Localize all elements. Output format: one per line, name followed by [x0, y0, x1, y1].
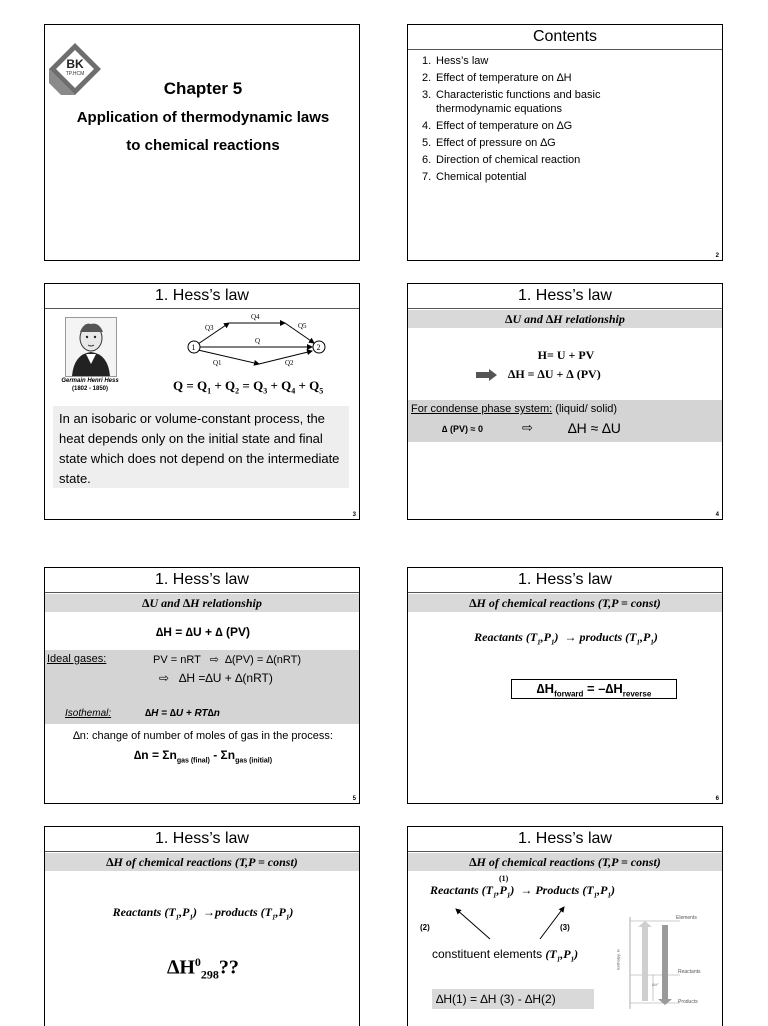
- contents-list: [422, 55, 712, 188]
- slide-title: Contents: [408, 25, 722, 50]
- condense-label: For condense phase system: (liquid/ solid): [411, 403, 618, 415]
- dn-description: ∆n: change of number of moles of gas in the process:: [73, 730, 333, 742]
- step-2-label: (2): [420, 923, 430, 932]
- page-number: 6: [715, 796, 719, 802]
- implies-arrow: ⇨: [522, 420, 533, 435]
- equation-h: H= U + PV: [537, 348, 595, 362]
- slide-7: [44, 826, 360, 1026]
- section-band: ∆U and ∆H relationship: [45, 594, 359, 612]
- slide-title: 1. Hess’s law: [408, 827, 722, 852]
- chapter-title-line2: to chemical reactions: [126, 137, 280, 154]
- reaction-line: Reactants $(T_1,P_1)$ →products $(T_1,P_1)$: [112, 905, 294, 922]
- logo-subtext: TP.HCM: [65, 71, 85, 77]
- chart-label-reactants: Reactants: [678, 969, 701, 975]
- hess-portrait: [65, 317, 117, 377]
- dn-equation: $\Delta n = \Sigma n_{gas (final)} - \Sigma n_{gas (initial)}$: [133, 748, 273, 765]
- chart-axis-label: Enthalpy, H: [615, 949, 621, 970]
- label-q4: Q4: [251, 313, 260, 321]
- ideal-eq-1: PV = nRT ⇨ ∆(PV) = ∆(nRT): [153, 654, 301, 666]
- constituent-elements: constituent elements $(T_1,P_1)$: [432, 947, 579, 964]
- section-band: ∆U and ∆H relationship: [408, 310, 722, 328]
- hess-statement: In an isobaric or volume-constant process, the heat depends only on the initial state and final state which does not depend on the intermediate state.: [53, 406, 349, 488]
- approx-pv: ∆ (PV) ≈ 0: [442, 424, 483, 434]
- list-item: 1. Hess’s law: [422, 55, 489, 67]
- section-band: ∆H of chemical reactions (T,P = const): [408, 594, 722, 612]
- isothermal-eq: ∆H = ∆U + RT∆n: [145, 708, 220, 719]
- list-item: thermodynamic equations: [436, 103, 562, 115]
- label-q3: Q3: [205, 324, 214, 332]
- page-number: 3: [352, 512, 356, 518]
- slide-8: [407, 826, 723, 1026]
- portrait-caption-years: (1802 - 1850): [71, 386, 109, 392]
- slide-title: 1. Hess’s law: [45, 827, 359, 852]
- page-number: 5: [352, 796, 356, 802]
- slide-title: 1. Hess’s law: [45, 284, 359, 309]
- ideal-label: Ideal gases:: [47, 653, 107, 665]
- list-item: 6. Direction of chemical reaction: [422, 154, 581, 166]
- slide-6: [407, 567, 723, 804]
- chart-label-dh: ∆H°: [652, 982, 659, 987]
- arrow-icon: [476, 368, 498, 380]
- equation-dh: ∆H = ∆U + ∆ (PV): [155, 625, 251, 639]
- slide-2: [407, 24, 723, 261]
- node-1: 1: [191, 343, 196, 352]
- ideal-gas-panel: [45, 650, 359, 724]
- chapter-label: Chapter 5: [163, 79, 243, 98]
- section-band: ∆H of chemical reactions (T,P = const): [408, 853, 722, 871]
- forward-reverse-box: $\Delta H_{forward} = -\Delta H_{reverse}$: [511, 679, 677, 699]
- list-item: 7. Chemical potential: [422, 171, 527, 183]
- slide-1: [44, 24, 360, 261]
- list-item: 2. Effect of temperature on ∆H: [422, 72, 572, 84]
- label-q1: Q1: [213, 359, 222, 367]
- label-q: Q: [255, 337, 261, 345]
- enthalpy-question: $\Delta H^0_{298}$??: [167, 955, 239, 982]
- hess-equation: $Q = Q_1 + Q_2 = Q_3 + Q_4 + Q_5$: [173, 378, 324, 396]
- hess-path-diagram: [185, 310, 335, 376]
- ideal-eq-2: ⇨ ∆H =∆U + ∆(nRT): [159, 671, 273, 685]
- slide-5: [44, 567, 360, 804]
- cycle-arrows: [428, 901, 608, 947]
- logo-text: BK: [66, 57, 84, 71]
- step-3-label: (3): [560, 923, 570, 932]
- slide-3: [44, 283, 360, 520]
- chart-label-products: Products: [678, 999, 698, 1005]
- node-2: 2: [316, 343, 321, 352]
- hess-cycle-equation: ∆H(1) = ∆H (3) - ∆H(2): [432, 989, 594, 1009]
- condense-panel: [408, 400, 722, 442]
- list-item: 5. Effect of pressure on ∆G: [422, 137, 556, 149]
- label-q2: Q2: [285, 359, 294, 367]
- reaction-line: Reactants $(T_1,P_1)$ → products $(T_1,P_1)$: [474, 630, 658, 647]
- equation-dh: ∆H = ∆U + ∆ (PV): [508, 367, 601, 381]
- approx-dh: ∆H ≈ ∆U: [568, 420, 621, 436]
- isothermal-label: Isothemal:: [65, 708, 112, 719]
- chart-label-elements: Elements: [676, 915, 697, 921]
- page-number: 2: [715, 253, 719, 259]
- label-q5: Q5: [298, 322, 307, 330]
- section-band: ∆H of chemical reactions (T,P = const): [45, 853, 359, 871]
- list-item: 4. Effect of temperature on ∆G: [422, 120, 573, 132]
- list-item: 3. Characteristic functions and basic: [422, 89, 601, 101]
- slide-title: 1. Hess’s law: [408, 568, 722, 593]
- slide-title: 1. Hess’s law: [408, 284, 722, 309]
- reaction-line: Reactants $(T_1,P_1)$ → Products $(T_1,P_1)$: [430, 883, 616, 900]
- page-number: 4: [715, 512, 719, 518]
- step-1-label: (1): [499, 874, 509, 883]
- slide-title: 1. Hess’s law: [45, 568, 359, 593]
- enthalpy-diagram: [615, 913, 720, 1013]
- portrait-caption-name: Germain Henri Hess: [61, 378, 119, 384]
- slide-4: [407, 283, 723, 520]
- chapter-title-line1: Application of thermodynamic laws: [76, 109, 330, 126]
